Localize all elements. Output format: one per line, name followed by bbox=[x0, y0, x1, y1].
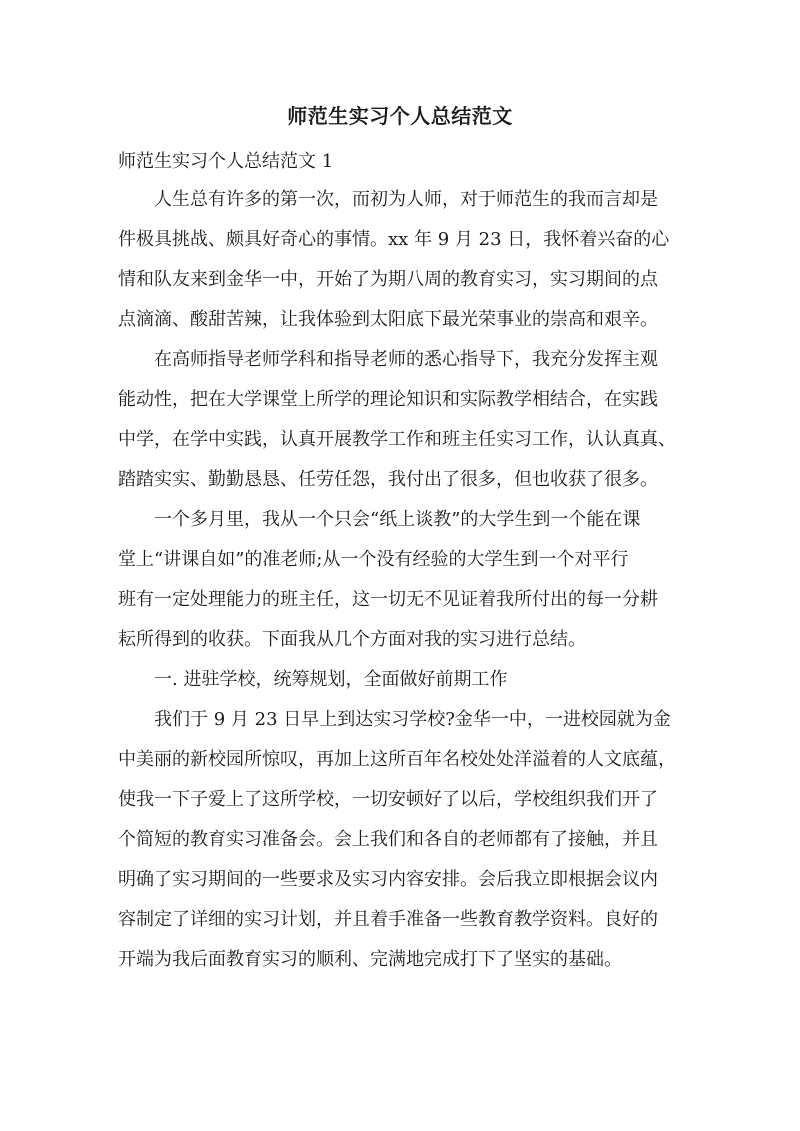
text-line: 人生总有许多的第一次，而初为人师，对于师范生的我而言却是 bbox=[154, 189, 658, 210]
text-line: 件极具挑战、颇具好奇心的事情。xx 年 9 月 23 日，我怀着兴奋的心 bbox=[118, 229, 670, 250]
text-line: 中学，在学中实践，认真开展教学工作和班主任实习工作，认认真真、 bbox=[118, 429, 676, 450]
text-line: 点滴滴、酸甜苦辣，让我体验到太阳底下最光荣事业的崇高和艰辛。 bbox=[118, 309, 658, 330]
paragraph bbox=[118, 500, 684, 660]
text-line: 情和队友来到金华一中，开始了为期八周的教育实习，实习期间的点 bbox=[118, 269, 658, 290]
text-line: 一个多月里，我从一个只会“纸上谈教”的大学生到一个能在课 bbox=[154, 509, 641, 530]
paragraph bbox=[118, 180, 684, 340]
paragraph bbox=[118, 700, 684, 980]
document-subtitle: 师范生实习个人总结范文 1 bbox=[118, 151, 334, 172]
paragraph bbox=[118, 340, 684, 500]
text-line: 中美丽的新校园所惊叹，再加上这所百年名校处处洋溢着的人文底蕴， bbox=[118, 749, 676, 770]
text-line: 个简短的教育实习准备会。会上我们和各自的老师都有了接触，并且 bbox=[118, 829, 658, 850]
text-line: 班有一定处理能力的班主任，这一切无不见证着我所付出的每一分耕 bbox=[118, 589, 658, 610]
document-title: 师范生实习个人总结范文 bbox=[287, 104, 513, 128]
text-line: 踏踏实实、勤勤恳恳、任劳任怨，我付出了很多，但也收获了很多。 bbox=[118, 469, 658, 490]
text-line: 耘所得到的收获。下面我从几个方面对我的实习进行总结。 bbox=[118, 629, 586, 650]
text-line: 堂上“讲课自如”的准老师;从一个没有经验的大学生到一个对平行 bbox=[118, 549, 629, 570]
text-line: 容制定了详细的实习计划，并且着手准备一些教育教学资料。良好的 bbox=[118, 909, 658, 930]
text-line: 在高师指导老师学科和指导老师的悉心指导下，我充分发挥主观 bbox=[154, 349, 658, 370]
document-body bbox=[118, 180, 684, 980]
text-line: 使我一下子爱上了这所学校，一切安顿好了以后，学校组织我们开了 bbox=[118, 789, 658, 810]
text-line: 能动性，把在大学课堂上所学的理论知识和实际教学相结合，在实践 bbox=[118, 389, 658, 410]
text-line: 一. 进驻学校，统筹规划，全面做好前期工作 bbox=[154, 669, 508, 690]
text-line: 明确了实习期间的一些要求及实习内容安排。会后我立即根据会议内 bbox=[118, 869, 658, 890]
section-heading bbox=[118, 660, 684, 700]
text-line: 我们于 9 月 23 日早上到达实习学校?金华一中，一进校园就为金 bbox=[154, 709, 671, 730]
text-line: 开端为我后面教育实习的顺利、完满地完成打下了坚实的基础。 bbox=[118, 949, 622, 970]
